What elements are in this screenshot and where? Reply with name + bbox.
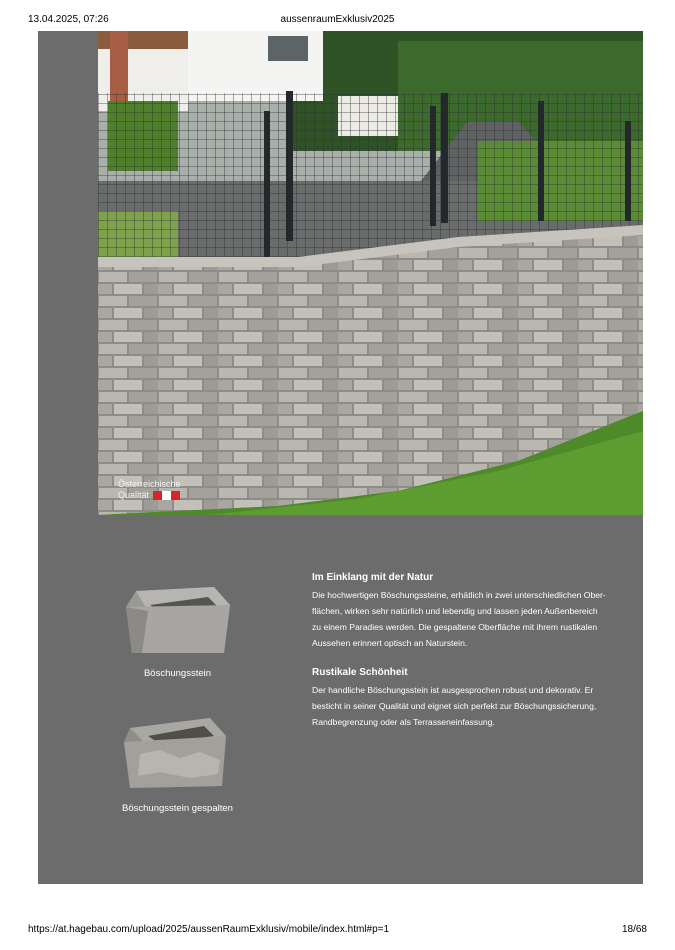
- body-line: Der handliche Böschungsstein ist ausgesprochen robust und dekorativ. Er: [312, 685, 594, 695]
- product-boschungsstein: [120, 583, 235, 679]
- body-line: flächen, wirken sehr natürlich und lebendig und lassen jeden Außenbereich: [312, 606, 598, 616]
- body-line: besticht in seiner Qualität und eignet sich perfekt zur Böschungssicherung,: [312, 701, 597, 711]
- body-line: Die hochwertigen Böschungssteine, erhätlich in zwei unterschiedlichen Ober-: [312, 590, 606, 600]
- body-line: zu einem Paradies werden. Die gespaltene Oberfläche mit ihrem rustikalen: [312, 622, 598, 632]
- body-line: Aussehen erinnert optisch an Naturstein.: [312, 638, 468, 648]
- austria-flag-icon: [153, 491, 180, 500]
- print-datetime: 13.04.2025, 07:26: [28, 14, 109, 25]
- section-body: [312, 682, 612, 730]
- section-heading: Im Einklang mit der Natur: [312, 572, 434, 583]
- product-caption: Böschungsstein gespalten: [122, 803, 233, 814]
- hero-photo: [98, 31, 643, 515]
- quality-badge: [118, 479, 181, 501]
- section-body: [312, 587, 612, 651]
- description-column: [312, 572, 612, 746]
- badge-line-2: Qualität: [118, 490, 150, 500]
- print-page-number: 18/68: [621, 924, 647, 935]
- boschungsstein-gespalten-image: [120, 714, 235, 790]
- boschungsstein-image: [120, 583, 235, 655]
- print-title: aussenraumExklusiv2025: [280, 14, 395, 25]
- section-heading: Rustikale Schönheit: [312, 667, 408, 678]
- badge-line-1: Österreichische: [118, 479, 181, 489]
- body-line: Randbegrenzung oder als Terrasseneinfassung.: [312, 717, 495, 727]
- product-boschungsstein-gespalten: [120, 714, 235, 814]
- product-caption: Böschungsstein: [143, 668, 212, 679]
- print-url[interactable]: https://at.hagebau.com/upload/2025/aussenRaumExklusiv/mobile/index.html#p=1: [28, 924, 390, 935]
